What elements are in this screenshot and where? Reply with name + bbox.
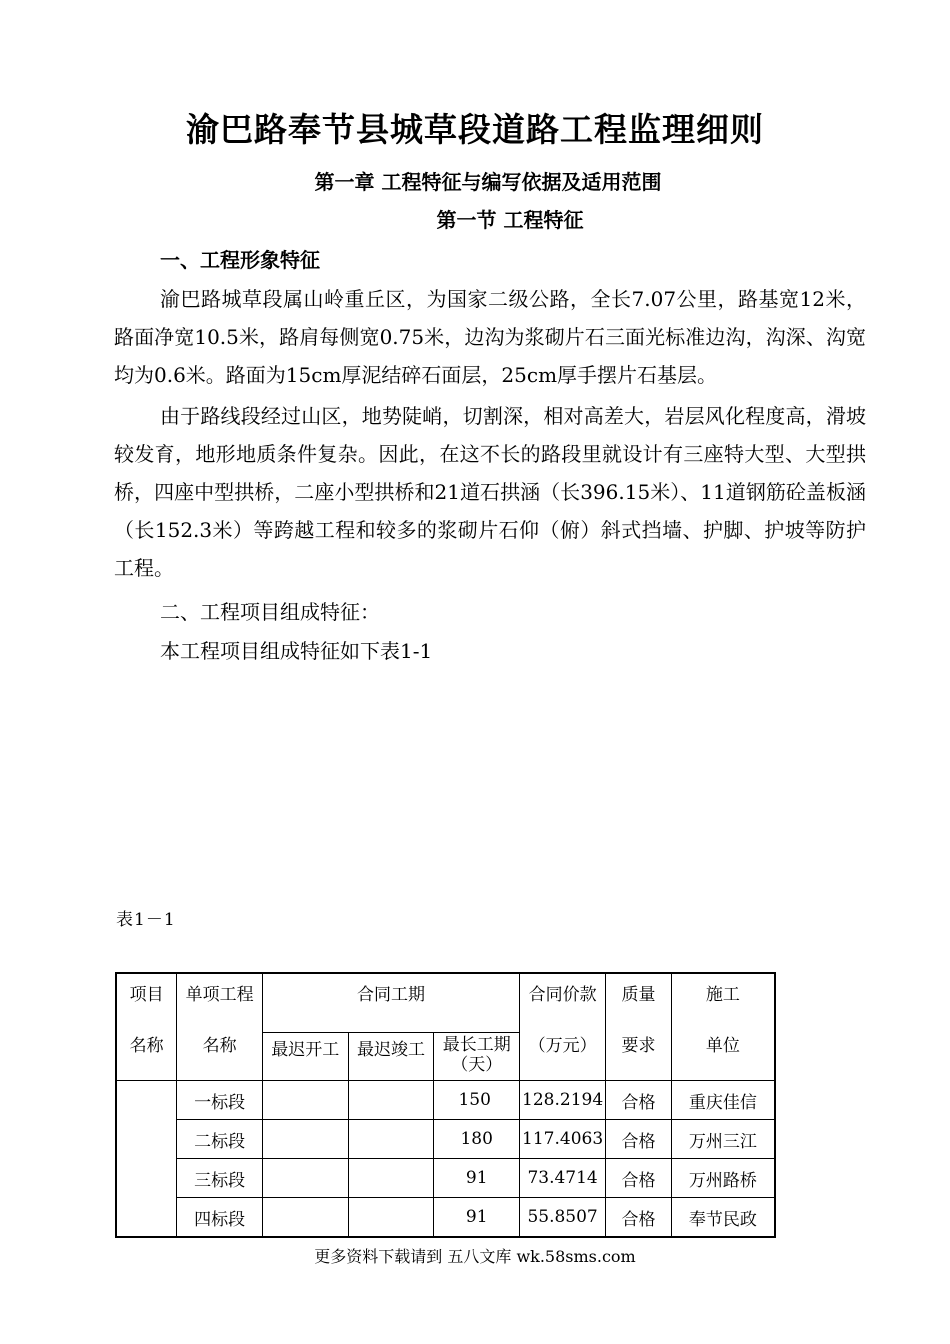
contract-price: 128.2194 (520, 1081, 606, 1120)
quality: 合格 (606, 1120, 672, 1159)
latest-start (262, 1198, 348, 1238)
contract-price: 117.4063 (520, 1120, 606, 1159)
segment-name: 一标段 (177, 1081, 263, 1120)
header-quality: 质量 要求 (606, 973, 672, 1081)
header-item: 项目 名称 (116, 973, 177, 1081)
construction-unit: 万州路桥 (671, 1159, 775, 1198)
table-row (116, 1120, 775, 1159)
quality: 合格 (606, 1081, 672, 1120)
header-contract-period: 合同工期 (262, 973, 519, 1033)
latest-finish (348, 1120, 434, 1159)
latest-finish (348, 1198, 434, 1238)
document-title: 渝巴路奉节县城草段道路工程监理细则 (186, 110, 764, 149)
header-contract-price: 合同价款 （万元） (520, 973, 606, 1081)
chapter-heading: 第一章 工程特征与编写依据及适用范围 (314, 170, 662, 194)
latest-finish (348, 1081, 434, 1120)
subheading-1: 一、工程形象特征 (160, 248, 320, 272)
contract-price: 73.4714 (520, 1159, 606, 1198)
header-unit-name: 单项工程 名称 (177, 973, 263, 1081)
section-heading: 第一节 工程特征 (436, 208, 584, 232)
longest-days: 150 (434, 1081, 520, 1120)
latest-start (262, 1081, 348, 1120)
latest-start (262, 1120, 348, 1159)
paragraph-1: 渝巴路城草段属山岭重丘区，为国家二级公路，全长7.07公里，路基宽12米，路面净宽10.5米，路肩每侧宽0.75米，边沟为浆砌片石三面光标准边沟，沟深、沟宽均为0.6米。路面为15cm厚泥结碎石面层，25cm厚手摆片石基层。 (114, 287, 866, 387)
table-caption: 表1－1 (116, 910, 176, 930)
quality: 合格 (606, 1159, 672, 1198)
header-construction-unit: 施工 单位 (671, 973, 775, 1081)
longest-days: 180 (434, 1120, 520, 1159)
item-cell (116, 1081, 177, 1238)
construction-unit: 重庆佳信 (671, 1081, 775, 1120)
footer-text: 更多资料下载请到 五八文库 wk.58sms.com (314, 1247, 636, 1266)
quality: 合格 (606, 1198, 672, 1238)
header-latest-start: 最迟开工 (262, 1033, 348, 1081)
table-row (116, 1159, 775, 1198)
header-latest-finish: 最迟竣工 (348, 1033, 434, 1081)
table-row (116, 1198, 775, 1238)
construction-unit: 奉节民政 (671, 1198, 775, 1238)
header-longest-period: 最长工期（天） (434, 1033, 520, 1081)
table-row (116, 1081, 775, 1120)
segment-name: 三标段 (177, 1159, 263, 1198)
contract-price: 55.8507 (520, 1198, 606, 1238)
paragraph-2: 由于路线段经过山区，地势陡峭，切割深，相对高差大，岩层风化程度高，滑坡较发育，地形地质条件复杂。因此，在这不长的路段里就设计有三座特大型、大型拱桥，四座中型拱桥，二座小型拱桥和21道石拱涵（长396.15米）、11道钢筋砼盖板涵（长152.3米）等跨越工程和较多的浆砌片石仰（俯）斜式挡墙、护脚、护坡等防护工程。 (114, 404, 866, 580)
subheading-2: 二、工程项目组成特征： (160, 600, 380, 624)
segment-name: 二标段 (177, 1120, 263, 1159)
segment-name: 四标段 (177, 1198, 263, 1238)
longest-days: 91 (434, 1159, 520, 1198)
latest-finish (348, 1159, 434, 1198)
project-table (115, 972, 776, 1238)
construction-unit: 万州三江 (671, 1120, 775, 1159)
longest-days: 91 (434, 1198, 520, 1238)
paragraph-3: 本工程项目组成特征如下表1-1 (160, 639, 433, 663)
latest-start (262, 1159, 348, 1198)
